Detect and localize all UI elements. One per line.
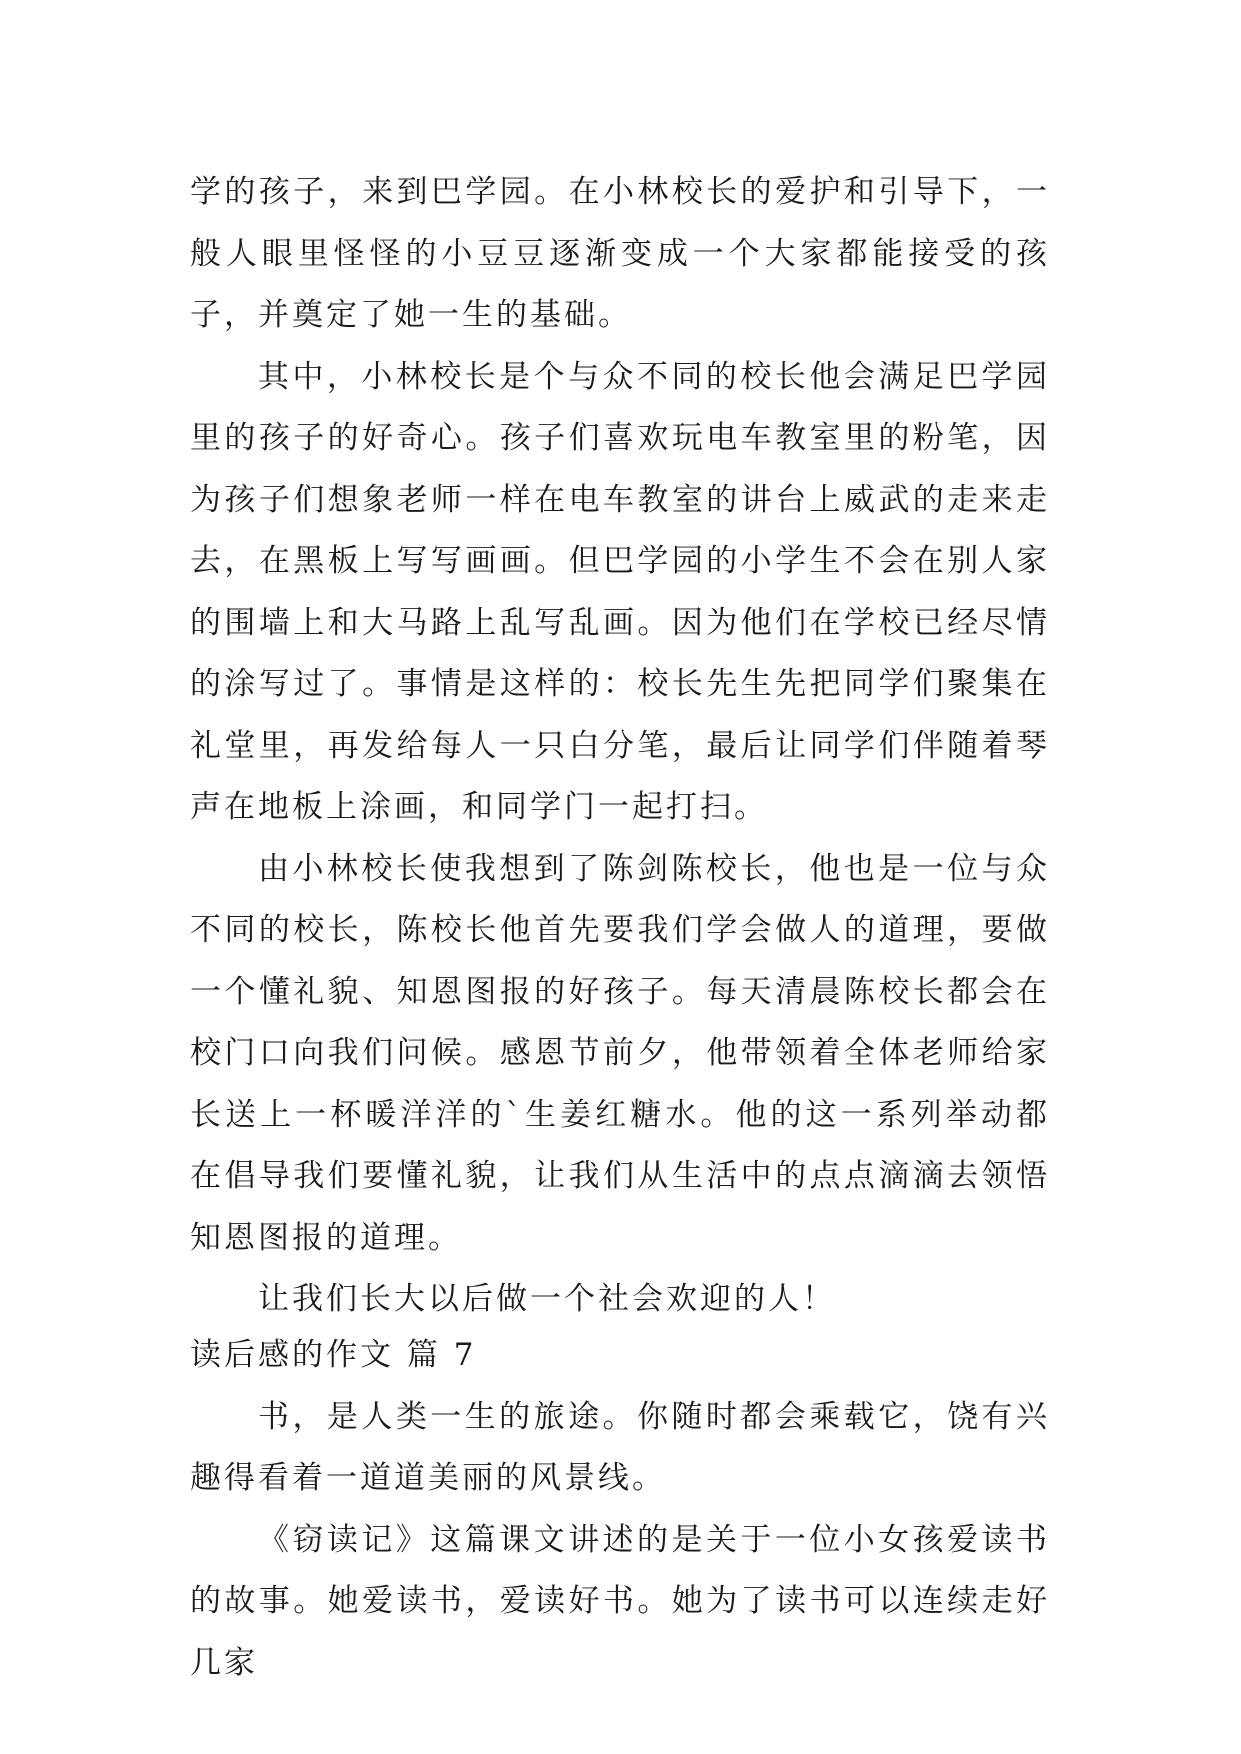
paragraph-conclusion: 让我们长大以后做一个社会欢迎的人！ [258,1281,836,1317]
document-body [190,162,1050,1694]
paragraph-principal-chen: 由小林校长使我想到了陈剑陈校长，他也是一位与众不同的校长，陈校长他首先要我们学会做人的道理，要做一个懂礼貌、知恩图报的好孩子。每天清晨陈校长都会在校门口向我们问候。感恩节前夕，他带领着全体老师给家长送上一杯暖洋洋的`生姜红糖水。他的这一系列举动都在倡导我们要懂礼貌，让我们从生活中的点点滴滴去领悟知恩图报的道理。 [190,850,1050,1256]
paragraph-reading-story: 《窃读记》这篇课文讲述的是关于一位小女孩爱读书的故事。她爱读书，爱读好书。她为了读书可以连续走好几家 [190,1521,1050,1681]
paragraph-books-journey: 书，是人类一生的旅途。你随时都会乘载它，饶有兴趣得看着一道道美丽的风景线。 [190,1398,1050,1496]
section-heading: 读后感的作文 篇 7 [190,1336,477,1373]
paragraph-continuation: 学的孩子，来到巴学园。在小林校长的爱护和引导下，一般人眼里怪怪的小豆豆逐渐变成一个大家都能接受的孩子，并奠定了她一生的基础。 [190,174,1050,333]
paragraph-principal-kobayashi: 其中，小林校长是个与众不同的校长他会满足巴学园里的孩子的好奇心。孩子们喜欢玩电车教室里的粉笔，因为孩子们想象老师一样在电车教室的讲台上威武的走来走去，在黑板上写写画画。但巴学园的小学生不会在别人家的围墙上和大马路上乱写乱画。因为他们在学校已经尽情的涂写过了。事情是这样的：校长先生先把同学们聚集在礼堂里，再发给每人一只白分笔，最后让同学们伴随着琴声在地板上涂画，和同学门一起打扫。 [190,358,1050,825]
